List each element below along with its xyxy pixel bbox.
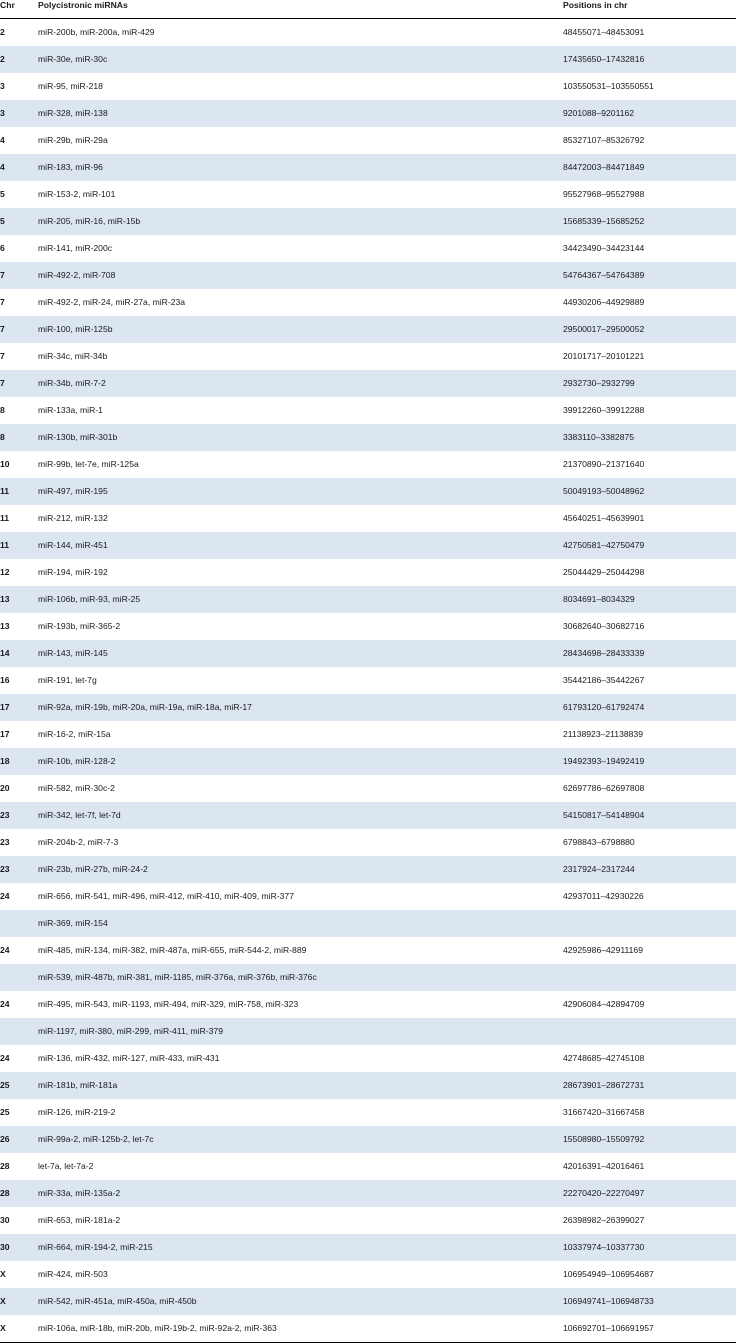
- chr-cell: 14: [0, 640, 32, 667]
- positions-cell: 28434698–28433339: [557, 640, 736, 667]
- positions-cell: 19492393–19492419: [557, 748, 736, 775]
- positions-cell: 22270420–22270497: [557, 1180, 736, 1207]
- mirnas-cell: miR-542, miR-451a, miR-450a, miR-450b: [32, 1288, 557, 1315]
- table-row: [0, 1315, 736, 1343]
- mirnas-cell: miR-212, miR-132: [38, 513, 108, 523]
- positions-cell: 103550531–103550551: [563, 81, 654, 91]
- chr-cell: 11: [0, 532, 32, 559]
- positions-cell: 85327107–85326792: [563, 135, 645, 145]
- table-header: [0, 0, 736, 19]
- table-row: [0, 802, 736, 829]
- chr-cell: 13: [0, 586, 32, 613]
- table-row: [0, 829, 736, 856]
- table-row: [0, 451, 736, 478]
- chr-cell: 24: [0, 1053, 10, 1063]
- mirnas-cell: miR-653, miR-181a-2: [38, 1215, 121, 1225]
- chr-cell: [0, 964, 32, 991]
- mirnas-cell: miR-204b-2, miR-7-3: [38, 837, 119, 847]
- positions-cell: 3383110–3382875: [557, 424, 736, 451]
- table-row: [0, 775, 736, 802]
- positions-cell: 21138923–21138839: [563, 729, 643, 739]
- mirnas-cell: miR-492-2, miR-708: [32, 262, 557, 289]
- table-body: [0, 19, 736, 1343]
- table-row: [0, 1207, 736, 1234]
- positions-cell: 30682640–30682716: [563, 621, 645, 631]
- positions-cell: 42748685–42745108: [563, 1053, 645, 1063]
- mirnas-cell: miR-143, miR-145: [32, 640, 557, 667]
- chr-cell: 25: [0, 1072, 32, 1099]
- positions-cell: 48455071–48453091: [563, 27, 645, 37]
- positions-cell: [557, 964, 736, 991]
- positions-cell: 45640251–45639901: [563, 513, 645, 523]
- chr-cell: 2: [0, 27, 5, 37]
- chr-cell: 7: [0, 370, 32, 397]
- positions-cell: 2317924–2317244: [557, 856, 736, 883]
- mirnas-cell: miR-100, miR-125b: [32, 316, 557, 343]
- table-row: [0, 343, 736, 370]
- positions-cell: 95527968–95527988: [563, 189, 645, 199]
- chr-cell: 26: [0, 1126, 32, 1153]
- mirnas-cell: miR-1197, miR-380, miR-299, miR-411, miR-379: [32, 1018, 557, 1045]
- positions-cell: 15508980–15509792: [557, 1126, 736, 1153]
- table-row: [0, 694, 736, 721]
- chr-cell: 5: [0, 189, 5, 199]
- positions-cell: 39912260–39912288: [563, 405, 645, 415]
- chr-cell: 17: [0, 694, 32, 721]
- mirnas-cell: miR-106a, miR-18b, miR-20b, miR-19b-2, miR-92a-2, miR-363: [32, 1315, 557, 1343]
- table-row: [0, 586, 736, 613]
- mirnas-cell: miR-126, miR-219-2: [38, 1107, 116, 1117]
- mirnas-cell: miR-342, let-7f, let-7d: [32, 802, 557, 829]
- positions-cell: 106954949–106954687: [563, 1269, 654, 1279]
- positions-cell: 42016391–42016461: [563, 1161, 645, 1171]
- table-row: [0, 910, 736, 937]
- mirnas-cell: miR-492-2, miR-24, miR-27a, miR-23a: [38, 297, 186, 307]
- mirnas-cell: miR-130b, miR-301b: [32, 424, 557, 451]
- table-row: [0, 559, 736, 586]
- table-row: [0, 1288, 736, 1315]
- table-row: [0, 721, 736, 748]
- mirnas-cell: miR-10b, miR-128-2: [32, 748, 557, 775]
- table-row: [0, 262, 736, 289]
- table-row: [0, 73, 736, 100]
- mirnas-cell: miR-29b, miR-29a: [38, 135, 108, 145]
- mirnas-cell: miR-205, miR-16, miR-15b: [32, 208, 557, 235]
- chr-cell: 2: [0, 46, 32, 73]
- table-row: [0, 154, 736, 181]
- table-row: [0, 100, 736, 127]
- table-row: [0, 667, 736, 694]
- chr-cell: 7: [0, 351, 5, 361]
- positions-cell: [557, 1018, 736, 1045]
- positions-cell: 29500017–29500052: [557, 316, 736, 343]
- positions-cell: 25044429–25044298: [563, 567, 645, 577]
- table-row: [0, 289, 736, 316]
- mirnas-cell: miR-34b, miR-7-2: [32, 370, 557, 397]
- positions-cell: 54764367–54764389: [557, 262, 736, 289]
- positions-cell: 17435650–17432816: [557, 46, 736, 73]
- table-row: [0, 181, 736, 208]
- positions-cell: 26398982–26399027: [563, 1215, 645, 1225]
- table-row: [0, 1261, 736, 1288]
- mirnas-cell: miR-106b, miR-93, miR-25: [32, 586, 557, 613]
- chr-cell: 5: [0, 208, 32, 235]
- positions-cell: 6798843–6798880: [563, 837, 635, 847]
- positions-cell: 42906084–42894709: [563, 999, 645, 1009]
- table-row: [0, 19, 736, 47]
- chr-cell: 23: [0, 802, 32, 829]
- positions-cell: 10337974–10337730: [557, 1234, 736, 1261]
- chr-cell: 4: [0, 154, 32, 181]
- chr-cell: 23: [0, 837, 10, 847]
- mirnas-cell: miR-194, miR-192: [38, 567, 108, 577]
- chr-cell: 11: [0, 513, 10, 523]
- mirnas-cell: miR-99b, let-7e, miR-125a: [38, 459, 139, 469]
- mirnas-cell: miR-191, let-7g: [38, 675, 97, 685]
- chr-cell: 24: [0, 945, 10, 955]
- chr-cell: 24: [0, 999, 10, 1009]
- table-row: [0, 370, 736, 397]
- positions-cell: 2932730–2932799: [557, 370, 736, 397]
- positions-cell: 106692701–106691957: [557, 1315, 736, 1343]
- positions-cell: 106949741–106948733: [557, 1288, 736, 1315]
- positions-cell: 20101717–20101221: [563, 351, 645, 361]
- mirnas-cell: miR-328, miR-138: [32, 100, 557, 127]
- table-row: [0, 316, 736, 343]
- chr-cell: 28: [0, 1161, 10, 1171]
- table-row: [0, 505, 736, 532]
- positions-cell: 62697786–62697808: [563, 783, 645, 793]
- table-row: [0, 532, 736, 559]
- mirnas-cell: miR-497, miR-195: [32, 478, 557, 505]
- header-mirnas: Polycistronic miRNAs: [32, 0, 557, 19]
- mirnas-cell: miR-193b, miR-365-2: [38, 621, 121, 631]
- mirnas-cell: miR-656, miR-541, miR-496, miR-412, miR-410, miR-409, miR-377: [38, 891, 294, 901]
- chr-cell: 3: [0, 81, 5, 91]
- mirnas-cell: miR-153-2, miR-101: [38, 189, 116, 199]
- chr-cell: 18: [0, 748, 32, 775]
- positions-cell: [557, 910, 736, 937]
- table-row: [0, 1180, 736, 1207]
- chr-cell: 17: [0, 729, 10, 739]
- positions-cell: 28673901–28672731: [557, 1072, 736, 1099]
- table-row: [0, 1045, 736, 1072]
- table-row: [0, 235, 736, 262]
- positions-cell: 31667420–31667458: [563, 1107, 645, 1117]
- mirnas-cell: miR-92a, miR-19b, miR-20a, miR-19a, miR-18a, miR-17: [32, 694, 557, 721]
- mirnas-cell: miR-23b, miR-27b, miR-24-2: [32, 856, 557, 883]
- chr-cell: 30: [0, 1215, 10, 1225]
- table-row: [0, 1072, 736, 1099]
- chr-cell: 13: [0, 621, 10, 631]
- positions-cell: 15685339–15685252: [557, 208, 736, 235]
- mirnas-cell: miR-200b, miR-200a, miR-429: [38, 27, 155, 37]
- mirnas-cell: miR-539, miR-487b, miR-381, miR-1185, miR-376a, miR-376b, miR-376c: [32, 964, 557, 991]
- chr-cell: 30: [0, 1234, 32, 1261]
- table-row: [0, 640, 736, 667]
- table-row: [0, 46, 736, 73]
- chr-cell: 28: [0, 1180, 32, 1207]
- table-row: [0, 478, 736, 505]
- table-row: [0, 1234, 736, 1261]
- table-row: [0, 613, 736, 640]
- chr-cell: 6: [0, 243, 5, 253]
- positions-cell: 35442186–35442267: [563, 675, 645, 685]
- chr-cell: X: [0, 1269, 6, 1279]
- mirnas-cell: miR-183, miR-96: [32, 154, 557, 181]
- chr-cell: 12: [0, 567, 10, 577]
- mirnas-cell: miR-34c, miR-34b: [38, 351, 108, 361]
- table-row: [0, 748, 736, 775]
- header-positions: Positions in chr: [557, 0, 736, 19]
- chr-cell: 7: [0, 297, 5, 307]
- table-row: [0, 856, 736, 883]
- positions-cell: 61793120–61792474: [557, 694, 736, 721]
- chr-cell: 25: [0, 1107, 10, 1117]
- positions-cell: 54150817–54148904: [557, 802, 736, 829]
- table-row: [0, 883, 736, 910]
- positions-cell: 9201088–9201162: [557, 100, 736, 127]
- table-row: [0, 1018, 736, 1045]
- chr-cell: X: [0, 1288, 32, 1315]
- chr-cell: [0, 910, 32, 937]
- positions-cell: 42750581–42750479: [557, 532, 736, 559]
- chr-cell: 23: [0, 856, 32, 883]
- header-row: [0, 0, 736, 19]
- mirnas-cell: miR-181b, miR-181a: [32, 1072, 557, 1099]
- table-row: [0, 964, 736, 991]
- table-row: [0, 1153, 736, 1180]
- mirnas-cell: miR-133a, miR-1: [38, 405, 103, 415]
- mirnas-cell: miR-369, miR-154: [32, 910, 557, 937]
- table-row: [0, 127, 736, 154]
- chr-cell: 8: [0, 405, 5, 415]
- mirnas-cell: miR-16-2, miR-15a: [38, 729, 111, 739]
- chr-cell: 3: [0, 100, 32, 127]
- mirnas-cell: miR-582, miR-30c-2: [38, 783, 115, 793]
- chr-cell: 11: [0, 478, 32, 505]
- mirnas-cell: miR-144, miR-451: [32, 532, 557, 559]
- chr-cell: [0, 1018, 32, 1045]
- table-row: [0, 991, 736, 1018]
- table-row: [0, 937, 736, 964]
- chr-cell: 24: [0, 891, 10, 901]
- chr-cell: 7: [0, 316, 32, 343]
- mirnas-cell: miR-30e, miR-30c: [32, 46, 557, 73]
- positions-cell: 42937011–42930226: [563, 891, 644, 901]
- table-row: [0, 1099, 736, 1126]
- mirnas-cell: miR-95, miR-218: [38, 81, 103, 91]
- positions-cell: 42925986–42911169: [563, 945, 643, 955]
- mirnas-cell: miR-33a, miR-135a-2: [32, 1180, 557, 1207]
- chr-cell: 7: [0, 262, 32, 289]
- mirnas-cell: let-7a, let-7a-2: [38, 1161, 94, 1171]
- mirnas-cell: miR-424, miR-503: [38, 1269, 108, 1279]
- chr-cell: 4: [0, 135, 5, 145]
- positions-cell: 84472003–84471849: [557, 154, 736, 181]
- table-row: [0, 424, 736, 451]
- header-chr: Chr: [0, 0, 32, 19]
- positions-cell: 8034691–8034329: [557, 586, 736, 613]
- chr-cell: 10: [0, 459, 10, 469]
- chr-cell: X: [0, 1315, 32, 1343]
- chr-cell: 8: [0, 424, 32, 451]
- chr-cell: 20: [0, 783, 10, 793]
- positions-cell: 34423490–34423144: [563, 243, 645, 253]
- table-row: [0, 397, 736, 424]
- mirnas-cell: miR-664, miR-194-2, miR-215: [32, 1234, 557, 1261]
- mirnas-cell: miR-136, miR-432, miR-127, miR-433, miR-431: [38, 1053, 220, 1063]
- mirnas-cell: miR-495, miR-543, miR-1193, miR-494, miR-329, miR-758, miR-323: [38, 999, 299, 1009]
- mirnas-cell: miR-485, miR-134, miR-382, miR-487a, miR-655, miR-544-2, miR-889: [38, 945, 307, 955]
- table-row: [0, 1126, 736, 1153]
- mirnas-cell: miR-99a-2, miR-125b-2, let-7c: [32, 1126, 557, 1153]
- table-row: [0, 208, 736, 235]
- mirnas-cell: miR-141, miR-200c: [38, 243, 113, 253]
- positions-cell: 44930206–44929889: [563, 297, 645, 307]
- positions-cell: 21370890–21371640: [563, 459, 645, 469]
- positions-cell: 50049193–50048962: [557, 478, 736, 505]
- chr-cell: 16: [0, 675, 10, 685]
